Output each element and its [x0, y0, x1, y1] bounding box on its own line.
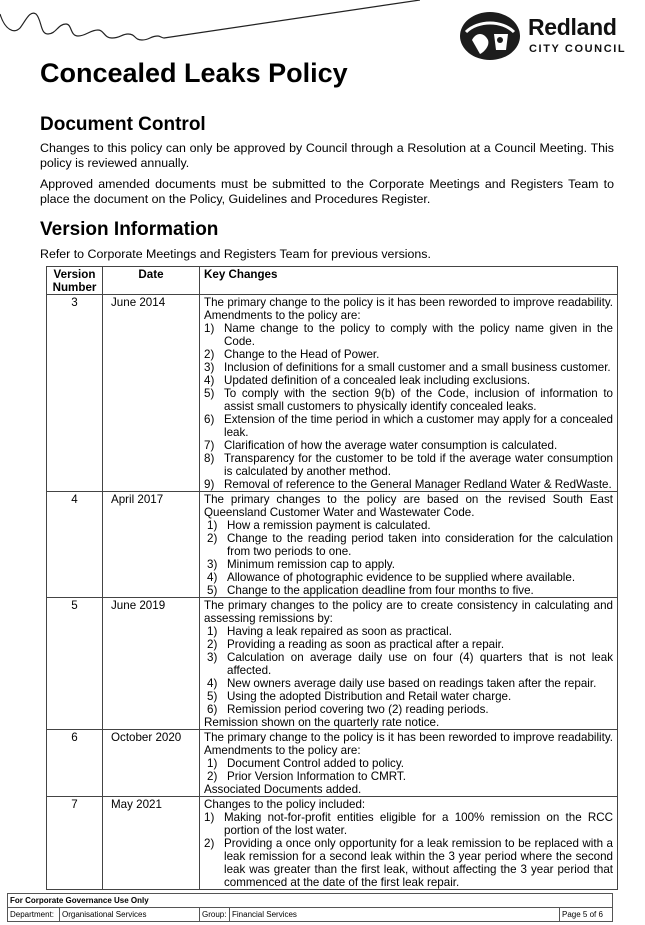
version-information-heading: Version Information: [40, 219, 219, 240]
key-changes: [200, 598, 618, 730]
header-key-changes: Key Changes: [200, 267, 618, 295]
logo-name: Redland: [528, 14, 617, 40]
list-item-number: 1): [204, 811, 215, 824]
list-item-number: 2): [207, 532, 218, 545]
footer-group-label: Group:: [200, 908, 230, 922]
list-item-text: Document Control added to policy.: [227, 757, 405, 770]
list-item: [204, 638, 613, 651]
list-item-number: 8): [204, 452, 215, 465]
list-item-number: 4): [204, 374, 215, 387]
list-item-text: Prior Version Information to CMRT.: [227, 770, 406, 783]
version-date: April 2017: [103, 492, 200, 598]
list-item: [204, 452, 613, 478]
header-date: Date: [103, 267, 200, 295]
list-item-number: 6): [207, 703, 218, 716]
table-row: [47, 598, 618, 730]
list-item-number: 2): [207, 638, 218, 651]
list-item-text: Providing a once only opportunity for a leak remission to be replaced with a leak remission for a second leak within the 3 year period where the second leak was greater than the first leak, without affecting the 3 year period that commenced at the date of the first leak repair.: [224, 837, 613, 889]
key-changes-intro: The primary change to the policy is it has been reworded to improve readability. Amendments to the policy are:: [204, 296, 613, 322]
table-row: [47, 730, 618, 797]
list-item: [204, 625, 613, 638]
version-information-intro: Refer to Corporate Meetings and Registers Team for previous versions.: [40, 247, 431, 261]
list-item-number: 3): [207, 651, 218, 664]
version-table-header: [47, 267, 618, 295]
list-item-number: 6): [204, 413, 215, 426]
list-item: [204, 413, 613, 439]
list-item: [204, 361, 613, 374]
footer-heading: For Corporate Governance Use Only: [8, 894, 613, 908]
table-row: [47, 492, 618, 598]
list-item: [204, 532, 613, 558]
key-changes-outro: Remission shown on the quarterly rate notice.: [204, 716, 440, 729]
list-item-number: 3): [207, 558, 218, 571]
version-date: June 2019: [103, 598, 200, 730]
version-number: 5: [47, 598, 103, 730]
list-item: [204, 322, 613, 348]
key-changes: [200, 730, 618, 797]
list-item-text: Transparency for the customer to be told if the average water consumption is calculated by another method.: [224, 452, 613, 478]
footer-department-label: Department:: [8, 908, 60, 922]
list-item: [204, 558, 613, 571]
version-number: 7: [47, 797, 103, 890]
key-changes-intro: The primary change to the policy is it has been reworded to improve readability. Amendments to the policy are:: [204, 731, 613, 757]
list-item: [204, 677, 613, 690]
list-item-text: Using the adopted Distribution and Retail water charge.: [227, 690, 512, 703]
list-item: [204, 348, 613, 361]
list-item-number: 5): [207, 584, 218, 597]
page-title: Concealed Leaks Policy: [40, 58, 348, 88]
list-item: [204, 690, 613, 703]
version-date: October 2020: [103, 730, 200, 797]
list-item-number: 4): [207, 677, 218, 690]
key-changes: [200, 295, 618, 492]
list-item: [204, 439, 613, 452]
list-item-number: 1): [207, 519, 218, 532]
list-item-number: 7): [204, 439, 215, 452]
table-row: [47, 295, 618, 492]
list-item-text: Change to the Head of Power.: [224, 348, 380, 361]
version-table: [46, 266, 618, 890]
list-item-text: Updated definition of a concealed leak including exclusions.: [224, 374, 531, 387]
header-decoration: [0, 0, 420, 50]
key-changes-list: [204, 757, 613, 783]
list-item: [204, 584, 613, 597]
key-changes-list: [204, 519, 613, 597]
list-item: [204, 811, 613, 837]
list-item-text: Change to the application deadline from four months to five.: [227, 584, 534, 597]
logo-subtitle: CITY COUNCIL: [529, 43, 627, 55]
list-item-text: Clarification of how the average water consumption is calculated.: [224, 439, 558, 452]
list-item-number: 9): [204, 478, 215, 491]
footer-table: [7, 893, 613, 922]
list-item: [204, 478, 613, 491]
list-item-text: To comply with the section 9(b) of the Code, inclusion of information to assist small customers to physically identify concealed leaks.: [224, 387, 613, 413]
key-changes: [200, 797, 618, 890]
document-control-heading: Document Control: [40, 114, 206, 135]
document-control-paragraph-1: Changes to this policy can only be approved by Council through a Resolution at a Council Meeting. This policy is reviewed annually.: [40, 141, 614, 170]
list-item-number: 1): [207, 757, 218, 770]
list-item-number: 5): [207, 690, 218, 703]
list-item-text: Removal of reference to the General Manager Redland Water & RedWaste.: [224, 478, 612, 491]
list-item-number: 2): [207, 770, 218, 783]
footer-group-value: Financial Services: [230, 908, 560, 922]
list-item-text: How a remission payment is calculated.: [227, 519, 431, 532]
list-item-text: Calculation on average daily use on four (4) quarters that is not leak affected.: [227, 651, 613, 677]
list-item: [204, 757, 613, 770]
list-item-text: New owners average daily use based on readings taken after the repair.: [227, 677, 597, 690]
version-number: 6: [47, 730, 103, 797]
list-item: [204, 703, 613, 716]
list-item: [204, 519, 613, 532]
list-item-text: Having a leak repaired as soon as practical.: [227, 625, 452, 638]
document-control-paragraph-2: Approved amended documents must be submitted to the Corporate Meetings and Registers Team to place the document on the Policy, Guidelines and Procedures Register.: [40, 177, 614, 206]
list-item: [204, 374, 613, 387]
list-item-number: 1): [204, 322, 215, 335]
list-item-number: 3): [204, 361, 215, 374]
list-item-text: Name change to the policy to comply with the policy name given in the Code.: [224, 322, 613, 348]
key-changes-intro: Changes to the policy included:: [204, 798, 366, 811]
list-item-number: 1): [207, 625, 218, 638]
list-item-number: 4): [207, 571, 218, 584]
list-item-text: Remission period covering two (2) reading periods.: [227, 703, 489, 716]
key-changes-list: [204, 625, 613, 716]
list-item-number: 5): [204, 387, 215, 400]
key-changes-intro: The primary changes to the policy are to create consistency in calculating and assessing remissions by:: [204, 599, 613, 625]
footer-department-value: Organisational Services: [60, 908, 200, 922]
list-item-text: Change to the reading period taken into consideration for the calculation from two periods to one.: [227, 532, 613, 558]
list-item: [204, 837, 613, 889]
list-item: [204, 387, 613, 413]
list-item: [204, 770, 613, 783]
list-item-number: 2): [204, 837, 215, 850]
table-row: [47, 797, 618, 890]
footer-page-number: Page 5 of 6: [560, 908, 613, 922]
key-changes-outro: Associated Documents added.: [204, 783, 362, 796]
list-item-text: Making not-for-profit entities eligible for a 100% remission on the RCC portion of the lost water.: [224, 811, 613, 837]
key-changes-list: [204, 322, 613, 491]
list-item: [204, 651, 613, 677]
key-changes: [200, 492, 618, 598]
list-item: [204, 571, 613, 584]
list-item-text: Allowance of photographic evidence to be supplied where available.: [227, 571, 576, 584]
version-date: June 2014: [103, 295, 200, 492]
key-changes-list: [204, 811, 613, 889]
header-version-number: Version Number: [47, 267, 103, 295]
version-number: 4: [47, 492, 103, 598]
list-item-text: Providing a reading as soon as practical after a repair.: [227, 638, 505, 651]
list-item-text: Inclusion of definitions for a small customer and a small business customer.: [224, 361, 611, 374]
redland-emblem-icon: [458, 10, 528, 62]
version-number: 3: [47, 295, 103, 492]
version-date: May 2021: [103, 797, 200, 890]
list-item-text: Minimum remission cap to apply.: [227, 558, 395, 571]
list-item-text: Extension of the time period in which a customer may apply for a concealed leak.: [224, 413, 613, 439]
list-item-number: 2): [204, 348, 215, 361]
key-changes-intro: The primary changes to the policy are based on the revised South East Queensland Customer Water and Wastewater Code.: [204, 493, 613, 519]
